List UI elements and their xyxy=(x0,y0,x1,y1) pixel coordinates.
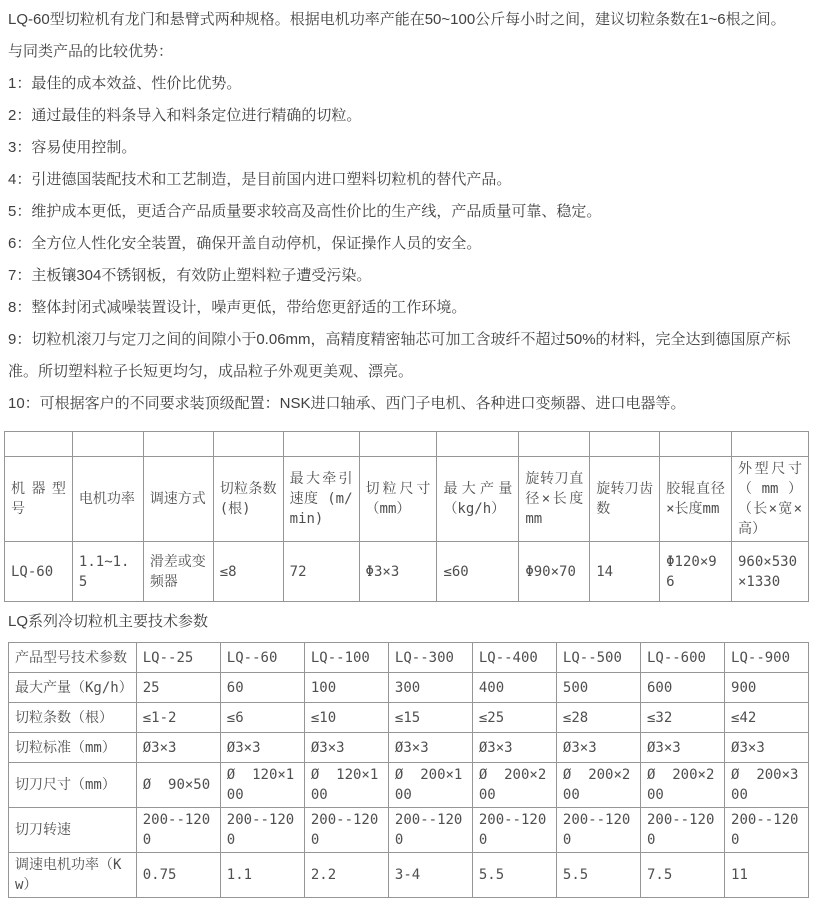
table-cell: 960×530×1330 xyxy=(732,542,809,602)
row-label-cell: 切刀转速 xyxy=(9,808,137,853)
table-header-cell: LQ--900 xyxy=(725,643,809,673)
params-table-row-pellet-standard xyxy=(9,733,809,763)
table-cell: Ø3×3 xyxy=(640,733,724,763)
params-table-header-row xyxy=(9,643,809,673)
table-cell: 60 xyxy=(220,673,304,703)
table-cell xyxy=(590,432,660,457)
table-cell xyxy=(283,432,359,457)
table-cell xyxy=(359,432,437,457)
table-cell: 5.5 xyxy=(556,853,640,898)
advantages-title: 与同类产品的比较优势： xyxy=(8,43,174,60)
table-cell: 200--1200 xyxy=(220,808,304,853)
table-header-cell: LQ--400 xyxy=(472,643,556,673)
table-cell: 500 xyxy=(556,673,640,703)
table-header-cell: 产品型号技术参数 xyxy=(9,643,137,673)
table-header-cell: 胶辊直径×长度mm xyxy=(660,457,732,542)
table-header-cell: LQ--100 xyxy=(304,643,388,673)
advantage-item-3: 3：容易使用控制。 xyxy=(8,139,137,156)
table-cell: Ø 200×200 xyxy=(556,763,640,808)
table-cell xyxy=(5,432,73,457)
table-cell: 100 xyxy=(304,673,388,703)
table-cell: Ø3×3 xyxy=(220,733,304,763)
table-cell: 11 xyxy=(725,853,809,898)
table-cell: 72 xyxy=(283,542,359,602)
advantage-item-1: 1：最佳的成本效益、性价比优势。 xyxy=(8,75,242,92)
spec-table-header-row xyxy=(5,457,809,542)
table-cell: 1.1 xyxy=(220,853,304,898)
table-cell: ≤32 xyxy=(640,703,724,733)
params-table-row-max-output xyxy=(9,673,809,703)
advantage-item-10: 10：可根据客户的不同要求装顶级配置：NSK进口轴承、西门子电机、各种进口变频器、进口电器等。 xyxy=(8,395,686,412)
table-cell: Φ3×3 xyxy=(359,542,437,602)
table-header-cell: LQ--25 xyxy=(136,643,220,673)
table-cell xyxy=(732,432,809,457)
table-cell: ≤6 xyxy=(220,703,304,733)
table-cell: ≤60 xyxy=(437,542,519,602)
table-cell: ≤28 xyxy=(556,703,640,733)
params-table xyxy=(8,642,809,898)
row-label-cell: 切粒条数（根） xyxy=(9,703,137,733)
table-cell xyxy=(437,432,519,457)
table-header-cell: LQ--300 xyxy=(388,643,472,673)
table-cell: ≤8 xyxy=(213,542,283,602)
table-cell: ≤25 xyxy=(472,703,556,733)
table-header-cell: 机器型号 xyxy=(5,457,73,542)
table-cell: 滑差或变频器 xyxy=(143,542,213,602)
table-cell: Ø3×3 xyxy=(388,733,472,763)
table-cell: Ø 200×300 xyxy=(725,763,809,808)
table-header-cell: 外型尺寸（mm）（长×宽×高） xyxy=(732,457,809,542)
table-cell: Φ120×96 xyxy=(660,542,732,602)
table-cell: Ø3×3 xyxy=(556,733,640,763)
table-cell: 14 xyxy=(590,542,660,602)
table-cell xyxy=(213,432,283,457)
table-cell: 900 xyxy=(725,673,809,703)
table-header-cell: LQ--500 xyxy=(556,643,640,673)
table-cell: 200--1200 xyxy=(472,808,556,853)
table-header-cell: LQ--600 xyxy=(640,643,724,673)
spec-table xyxy=(4,431,809,602)
table-cell: 600 xyxy=(640,673,724,703)
table-cell: Ø3×3 xyxy=(472,733,556,763)
params-table-row-cutter-size xyxy=(9,763,809,808)
table-header-cell: 切粒尺寸（mm） xyxy=(359,457,437,542)
table-cell: 25 xyxy=(136,673,220,703)
table-cell xyxy=(72,432,143,457)
table-cell xyxy=(519,432,590,457)
advantage-item-7: 7：主板镶304不锈钢板，有效防止塑料粒子遭受污染。 xyxy=(8,267,372,284)
table-cell: Φ90×70 xyxy=(519,542,590,602)
advantage-item-8: 8：整体封闭式减噪装置设计，噪声更低，带给您更舒适的工作环境。 xyxy=(8,299,467,316)
table-cell: 200--1200 xyxy=(136,808,220,853)
table-header-cell: 切粒条数(根) xyxy=(213,457,283,542)
table-header-cell: 调速方式 xyxy=(143,457,213,542)
params-table-row-strand-count xyxy=(9,703,809,733)
table-cell: Ø3×3 xyxy=(304,733,388,763)
table-cell: 2.2 xyxy=(304,853,388,898)
table-cell: Ø 120×100 xyxy=(304,763,388,808)
params-table-row-cutter-speed xyxy=(9,808,809,853)
table-header-cell: 最大产量（kg/h） xyxy=(437,457,519,542)
table-header-cell: 旋转刀直径×长度mm xyxy=(519,457,590,542)
table-cell: Ø 90×50 xyxy=(136,763,220,808)
table-cell: 3-4 xyxy=(388,853,472,898)
table-cell: 200--1200 xyxy=(556,808,640,853)
table-cell: Ø 200×100 xyxy=(388,763,472,808)
table-cell: ≤15 xyxy=(388,703,472,733)
params-table-row-motor-power xyxy=(9,853,809,898)
table-cell: ≤10 xyxy=(304,703,388,733)
table-cell: 400 xyxy=(472,673,556,703)
table-cell: ≤42 xyxy=(725,703,809,733)
table-cell: 7.5 xyxy=(640,853,724,898)
table-cell: 200--1200 xyxy=(388,808,472,853)
table-cell: 5.5 xyxy=(472,853,556,898)
table-cell xyxy=(143,432,213,457)
table-cell: 200--1200 xyxy=(640,808,724,853)
advantage-item-4: 4：引进德国装配技术和工艺制造，是目前国内进口塑料切粒机的替代产品。 xyxy=(8,171,512,188)
table-cell: 200--1200 xyxy=(304,808,388,853)
table-cell: 1.1~1.5 xyxy=(72,542,143,602)
row-label-cell: 最大产量（Kg/h） xyxy=(9,673,137,703)
spec-table-data-row xyxy=(5,542,809,602)
table-cell: 300 xyxy=(388,673,472,703)
table-header-cell: LQ--60 xyxy=(220,643,304,673)
table-cell: 200--1200 xyxy=(725,808,809,853)
table-header-cell: 最大牵引速度 (m/min) xyxy=(283,457,359,542)
table-cell: Ø 200×200 xyxy=(640,763,724,808)
table-cell: Ø3×3 xyxy=(725,733,809,763)
row-label-cell: 切刀尺寸（mm） xyxy=(9,763,137,808)
table-cell: Ø 200×200 xyxy=(472,763,556,808)
row-label-cell: 切粒标准（mm） xyxy=(9,733,137,763)
table-header-cell: 电机功率 xyxy=(72,457,143,542)
table-cell: LQ-60 xyxy=(5,542,73,602)
table-cell: Ø3×3 xyxy=(136,733,220,763)
table-header-cell: 旋转刀齿数 xyxy=(590,457,660,542)
intro-paragraph: LQ-60型切粒机有龙门和悬臂式两种规格。根据电机功率产能在50~100公斤每小时之间，建议切粒条数在1~6根之间。 xyxy=(8,11,786,28)
advantage-item-9: 9：切粒机滚刀与定刀之间的间隙小于0.06mm，高精度精密轴芯可加工含玻纤不超过50%的材料，完全达到德国原产标准。所切塑料粒子长短更均匀，成品粒子外观更美观、漂亮。 xyxy=(8,331,791,380)
params-section-title: LQ系列冷切粒机主要技术参数 xyxy=(8,613,209,630)
table-cell: ≤1-2 xyxy=(136,703,220,733)
advantage-item-6: 6：全方位人性化安全装置，确保开盖自动停机，保证操作人员的安全。 xyxy=(8,235,482,252)
table-cell: Ø 120×100 xyxy=(220,763,304,808)
advantage-item-5: 5：维护成本更低，更适合产品质量要求较高及高性价比的生产线，产品质量可靠、稳定。 xyxy=(8,203,602,220)
table-cell xyxy=(660,432,732,457)
row-label-cell: 调速电机功率（Kw） xyxy=(9,853,137,898)
spec-table-empty-row xyxy=(5,432,809,457)
table-cell: 0.75 xyxy=(136,853,220,898)
advantage-item-2: 2：通过最佳的料条导入和料条定位进行精确的切粒。 xyxy=(8,107,362,124)
